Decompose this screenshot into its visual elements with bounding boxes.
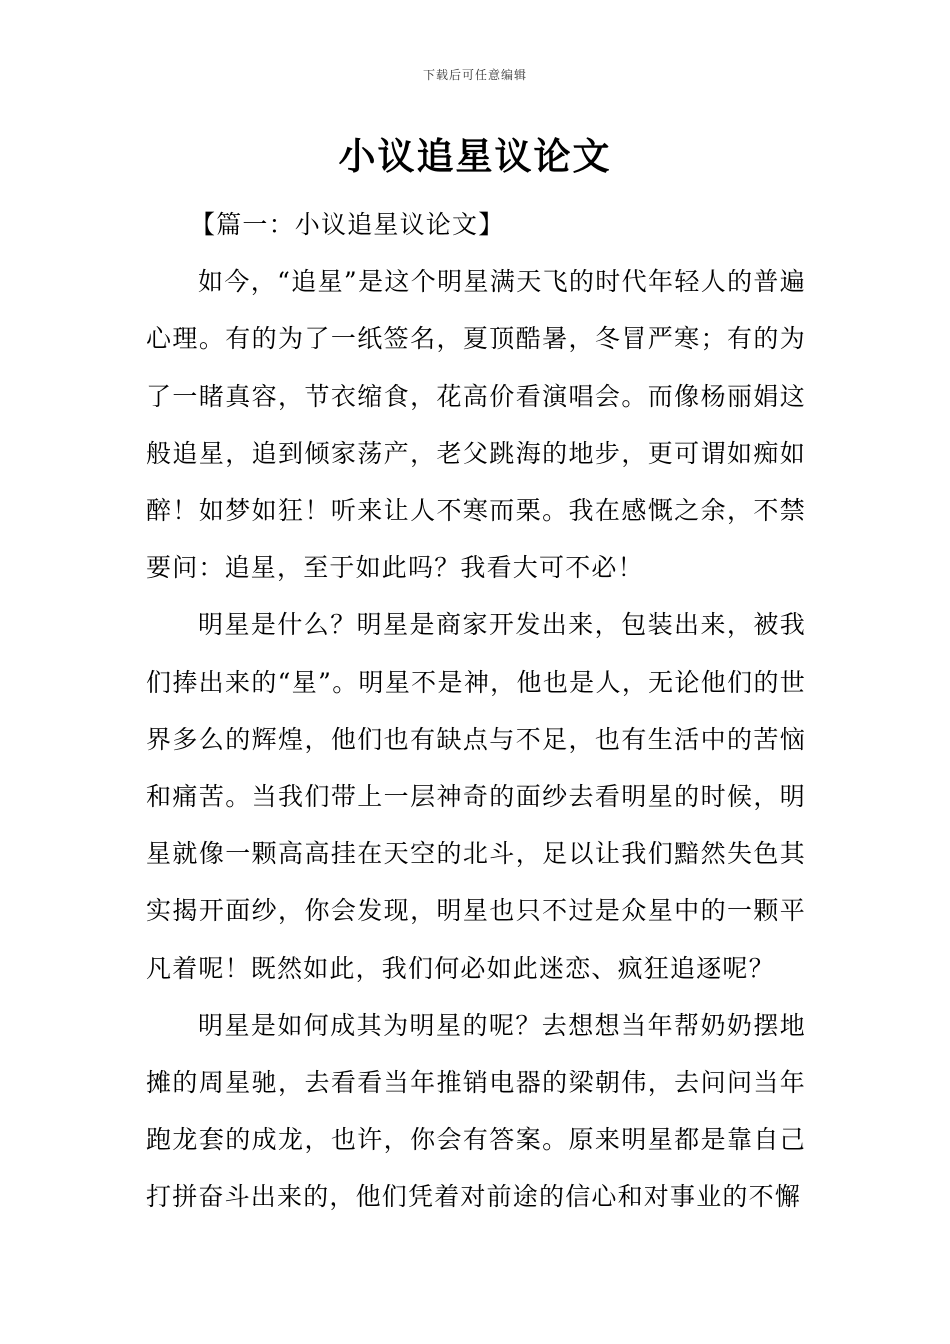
- paragraph-2: 明星是什么？明星是商家开发出来，包装出来，被我们捧出来的“星”。明星不是神，他也是人，无论他们的世界多么的辉煌，他们也有缺点与不足，也有生活中的苦恼和痛苦。当我们带上一层神奇的面纱去看明星的时候，明星就像一颗高高挂在天空的北斗，足以让我们黯然失色其实揭开面纱，你会发现，明星也只不过是众星中的一颗平凡着呢！既然如此，我们何必如此迷恋、疯狂追逐呢？: [146, 610, 806, 983]
- section-heading: 【篇一：小议追星议论文】: [190, 210, 505, 239]
- document-title: 小议追星议论文: [338, 135, 612, 178]
- header-note: 下载后可任意编辑: [422, 68, 527, 82]
- paragraph-1: 如今，“追星”是这个明星满天飞的时代年轻人的普遍心理。有的为了一纸签名，夏顶酷暑，冬冒严寒；有的为了一睹真容，节衣缩食，花高价看演唱会。而像杨丽娟这般追星，追到倾家荡产，老父跳海的地步，更可谓如痴如醉！如梦如狂！听来让人不寒而栗。我在感慨之余，不禁要问：追星，至于如此吗？我看大可不必！: [146, 267, 806, 583]
- paragraph-3: 明星是如何成其为明星的呢？去想想当年帮奶奶摆地摊的周星驰，去看看当年推销电器的梁朝伟，去问问当年跑龙套的成龙，也许，你会有答案。原来明星都是靠自己打拼奋斗出来的，他们凭着对前途的信心和对事业的不懈: [146, 1010, 806, 1212]
- document-body: [146, 196, 806, 1226]
